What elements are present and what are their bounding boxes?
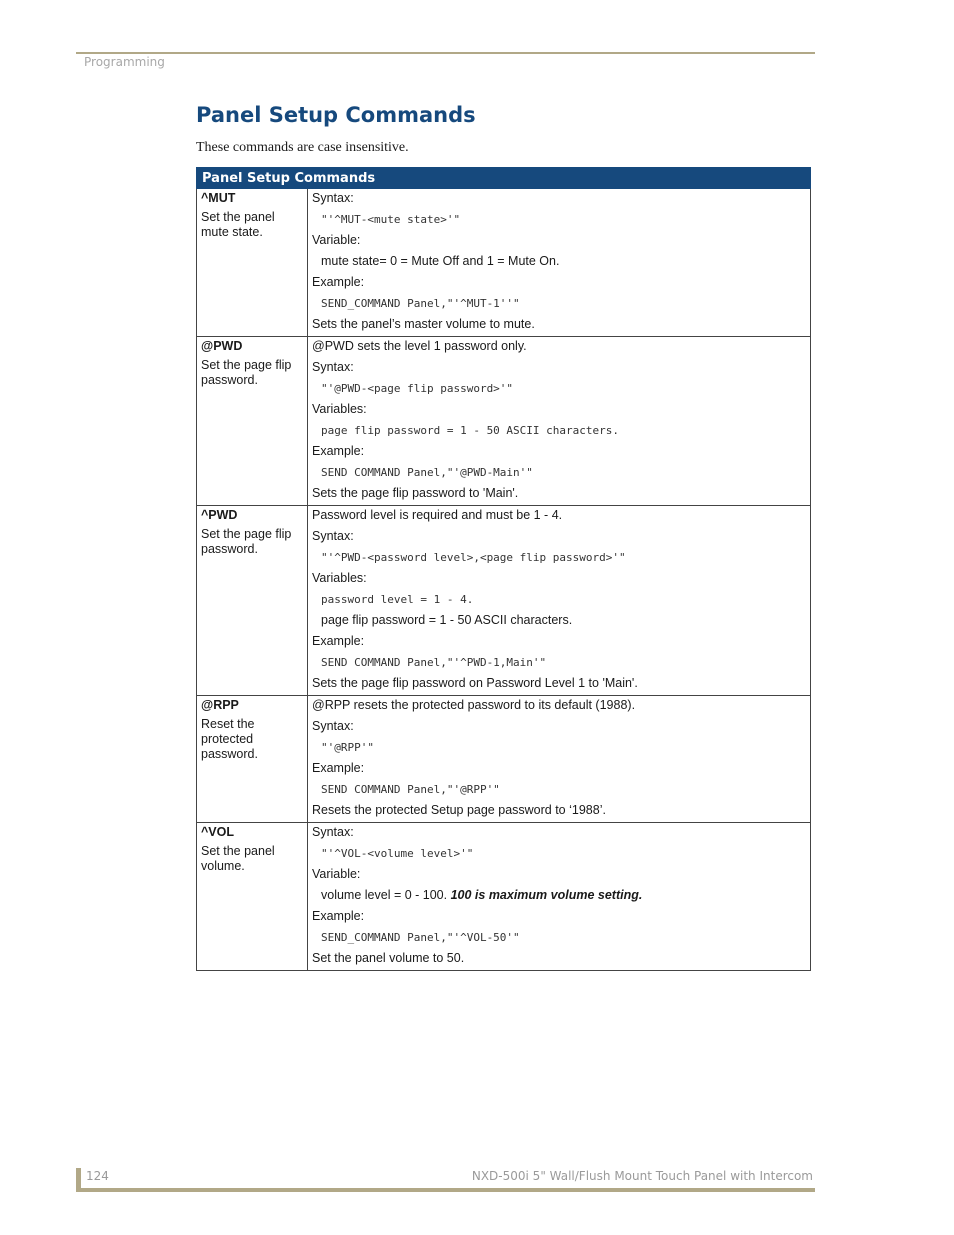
detail-text: SEND COMMAND Panel,"'@RPP'" <box>321 783 500 796</box>
detail-line <box>312 888 806 903</box>
document-title: NXD-500i 5" Wall/Flush Mount Touch Panel with Intercom <box>471 1169 813 1183</box>
command-name: @RPP <box>201 698 239 712</box>
detail-line <box>312 317 806 332</box>
running-header: Programming <box>84 55 165 69</box>
detail-line <box>312 867 806 882</box>
command-description: Set the panel volume. <box>201 844 275 873</box>
detail-text: Syntax: <box>312 825 354 839</box>
detail-text: Example: <box>312 761 365 775</box>
detail-line <box>312 529 806 544</box>
code-line <box>312 423 806 438</box>
detail-line <box>312 508 806 523</box>
table-row <box>197 337 811 506</box>
detail-text: "'@PWD-<page flip password>'" <box>321 382 514 395</box>
code-line <box>312 212 806 227</box>
command-description: Reset the protected password. <box>201 717 258 761</box>
detail-line <box>312 803 806 818</box>
detail-text: volume level = 0 - 100. <box>321 888 451 902</box>
details-cell <box>308 823 811 971</box>
table-header: Panel Setup Commands <box>197 168 811 189</box>
detail-text: SEND COMMAND Panel,"'^PWD-1,Main'" <box>321 656 547 669</box>
command-cell <box>197 823 308 971</box>
detail-text: SEND COMMAND Panel,"'@PWD-Main'" <box>321 466 533 479</box>
emphasis-text: 100 is maximum volume setting. <box>450 888 643 902</box>
command-description: Set the page flip password. <box>201 527 292 556</box>
details-cell <box>308 189 811 337</box>
table-body <box>197 189 811 971</box>
detail-text: Sets the panel’s master volume to mute. <box>312 317 535 331</box>
detail-line <box>312 825 806 840</box>
detail-text: password level = 1 - 4. <box>321 593 474 606</box>
code-line <box>312 930 806 945</box>
command-cell <box>197 506 308 696</box>
command-description: Set the panel mute state. <box>201 210 275 239</box>
command-name: ^PWD <box>201 508 238 522</box>
detail-line <box>312 761 806 776</box>
detail-text: Sets the page flip password on Password Level 1 to 'Main'. <box>312 676 638 690</box>
command-cell <box>197 337 308 506</box>
detail-text: SEND_COMMAND Panel,"'^VOL-50'" <box>321 931 520 944</box>
detail-text: Example: <box>312 444 365 458</box>
details-cell <box>308 506 811 696</box>
detail-line <box>312 402 806 417</box>
table-header-row <box>197 168 811 189</box>
detail-line <box>312 254 806 269</box>
detail-text: Variables: <box>312 402 367 416</box>
detail-text: Resets the protected Setup page password to ‘1988’. <box>312 803 606 817</box>
detail-text: "'^PWD-<password level>,<page flip password>'" <box>321 551 626 564</box>
command-name: ^MUT <box>201 191 236 205</box>
detail-line <box>312 444 806 459</box>
detail-line <box>312 676 806 691</box>
command-description: Set the page flip password. <box>201 358 292 387</box>
code-line <box>312 465 806 480</box>
detail-text: page flip password = 1 - 50 ASCII characters. <box>321 613 573 627</box>
command-name: @PWD <box>201 339 243 353</box>
detail-text: Password level is required and must be 1 - 4. <box>312 508 563 522</box>
details-cell <box>308 337 811 506</box>
page-number: 124 <box>86 1169 109 1183</box>
detail-text: "'@RPP'" <box>321 741 374 754</box>
detail-text: Variable: <box>312 867 361 881</box>
detail-text: "'^VOL-<volume level>'" <box>321 847 474 860</box>
header-rule <box>76 52 815 54</box>
code-line <box>312 782 806 797</box>
command-cell <box>197 189 308 337</box>
footer-rule <box>76 1188 815 1192</box>
detail-line <box>312 634 806 649</box>
detail-line <box>312 486 806 501</box>
code-line <box>312 296 806 311</box>
detail-text: Sets the page flip password to 'Main'. <box>312 486 519 500</box>
command-cell <box>197 696 308 823</box>
command-name: ^VOL <box>201 825 234 839</box>
detail-line <box>312 698 806 713</box>
code-line <box>312 592 806 607</box>
detail-text: Syntax: <box>312 360 354 374</box>
detail-text: SEND_COMMAND Panel,"'^MUT-1''" <box>321 297 520 310</box>
detail-text: Example: <box>312 275 365 289</box>
code-line <box>312 740 806 755</box>
detail-text: Syntax: <box>312 529 354 543</box>
detail-line <box>312 233 806 248</box>
detail-text: Set the panel volume to 50. <box>312 951 465 965</box>
detail-text: Example: <box>312 634 365 648</box>
detail-line <box>312 339 806 354</box>
code-line <box>312 381 806 396</box>
detail-line <box>312 191 806 206</box>
table-row <box>197 506 811 696</box>
detail-line <box>312 571 806 586</box>
code-line <box>312 846 806 861</box>
detail-text: Syntax: <box>312 191 354 205</box>
page-title: Panel Setup Commands <box>196 103 476 127</box>
detail-text: @RPP resets the protected password to its default (1988). <box>312 698 636 712</box>
table-row <box>197 696 811 823</box>
detail-line <box>312 275 806 290</box>
table-row <box>197 189 811 337</box>
details-cell <box>308 696 811 823</box>
detail-text: Example: <box>312 909 365 923</box>
code-line <box>312 655 806 670</box>
detail-text: Syntax: <box>312 719 354 733</box>
detail-text: "'^MUT-<mute state>'" <box>321 213 461 226</box>
intro-text: These commands are case insensitive. <box>196 140 409 155</box>
detail-text: @PWD sets the level 1 password only. <box>312 339 527 353</box>
detail-line <box>312 613 806 628</box>
detail-text: Variable: <box>312 233 361 247</box>
detail-text: page flip password = 1 - 50 ASCII characters. <box>321 424 620 437</box>
detail-text: mute state= 0 = Mute Off and 1 = Mute On. <box>321 254 560 268</box>
detail-line <box>312 719 806 734</box>
code-line <box>312 550 806 565</box>
table-row <box>197 823 811 971</box>
detail-line <box>312 909 806 924</box>
detail-line <box>312 360 806 375</box>
panel-setup-commands-table <box>196 167 811 971</box>
detail-line <box>312 951 806 966</box>
detail-text: Variables: <box>312 571 367 585</box>
